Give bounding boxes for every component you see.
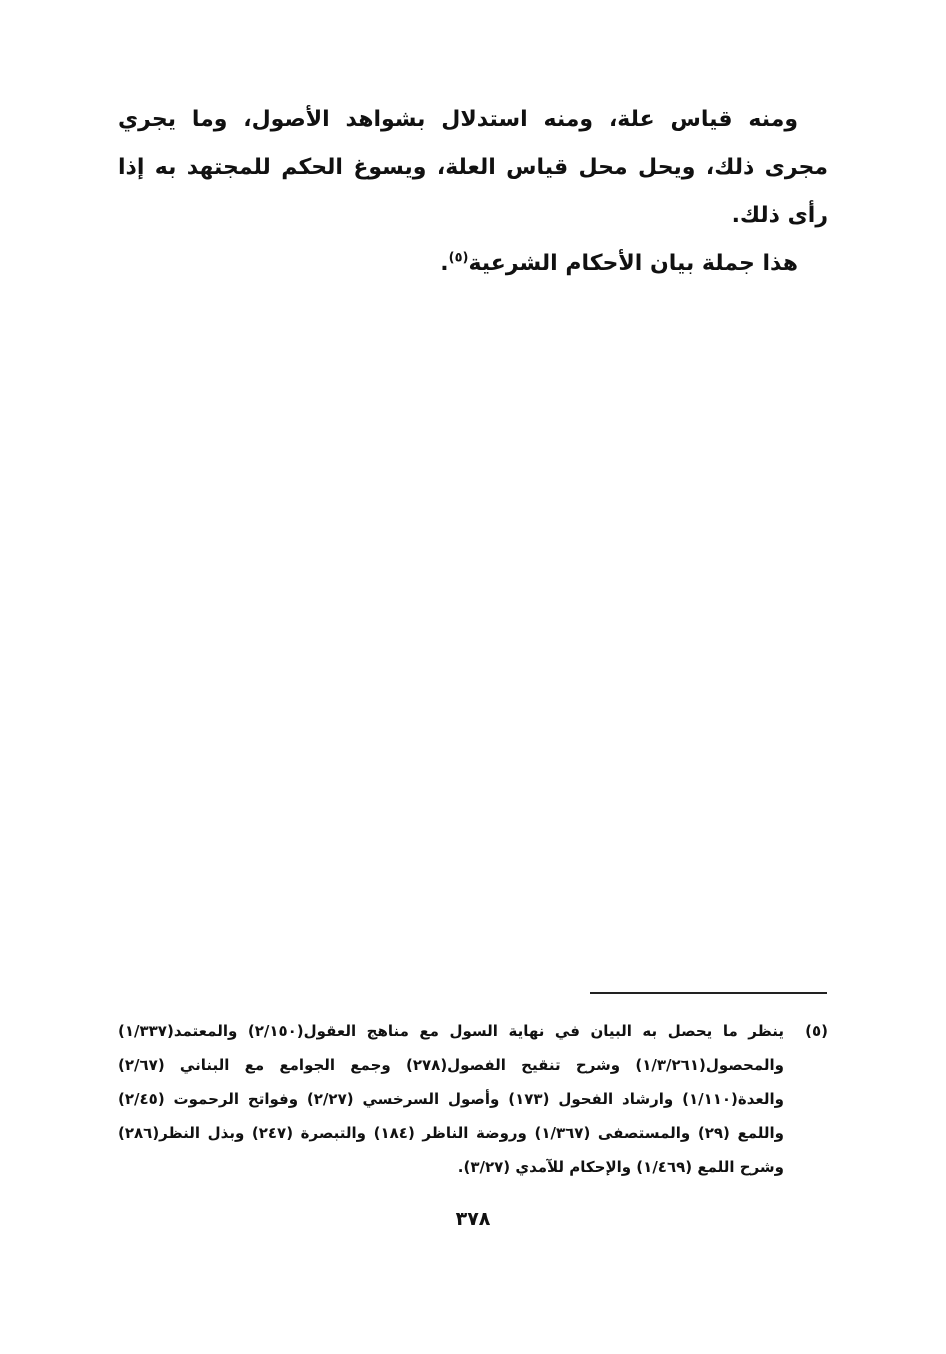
main-text (118, 96, 828, 288)
footnotes-section (118, 1014, 828, 1184)
closing-punctuation: . (440, 251, 449, 276)
page-number: ٣٧٨ (455, 1208, 491, 1230)
paragraph-2-text: هذا جملة بيان الأحكام الشرعية (468, 251, 798, 276)
footnote-number: (٥) (805, 1022, 828, 1040)
footnote-item (118, 1014, 828, 1184)
footnote-separator-line (590, 992, 827, 994)
paragraph-1: ومنه قياس علة، ومنه استدلال بشواهد الأصول، وما يجري مجرى ذلك، ويحل محل قياس العلة، ويسوغ الحكم للمجتهد به إذا رأى ذلك. (118, 107, 828, 228)
paragraph-2 (118, 240, 828, 288)
footnote-reference: (٥) (448, 250, 469, 266)
footnote-text: ينظر ما يحصل به البيان في نهاية السول مع مناهج العقول(٢/١٥٠) والمعتمد(١/٣٣٧) والمحصول(١/٣/٢٦١) وشرح تنقيح الفصول(٢٧٨) وجمع الجوامع مع البناني (٢/٦٧) والعدة(١/١١٠) وارشاد الفحول (١٧٣) وأصول السرخسي (٢/٢٧) وفواتح الرحموت (٢/٤٥) واللمع (٢٩) والمستصفى (١/٣٦٧) وروضة الناظر (١٨٤) والتبصرة (٢٤٧) وبذل النظر(٢٨٦) وشرح اللمع (١/٤٦٩) والإحكام للآمدي (٣/٢٧). (118, 1022, 785, 1176)
